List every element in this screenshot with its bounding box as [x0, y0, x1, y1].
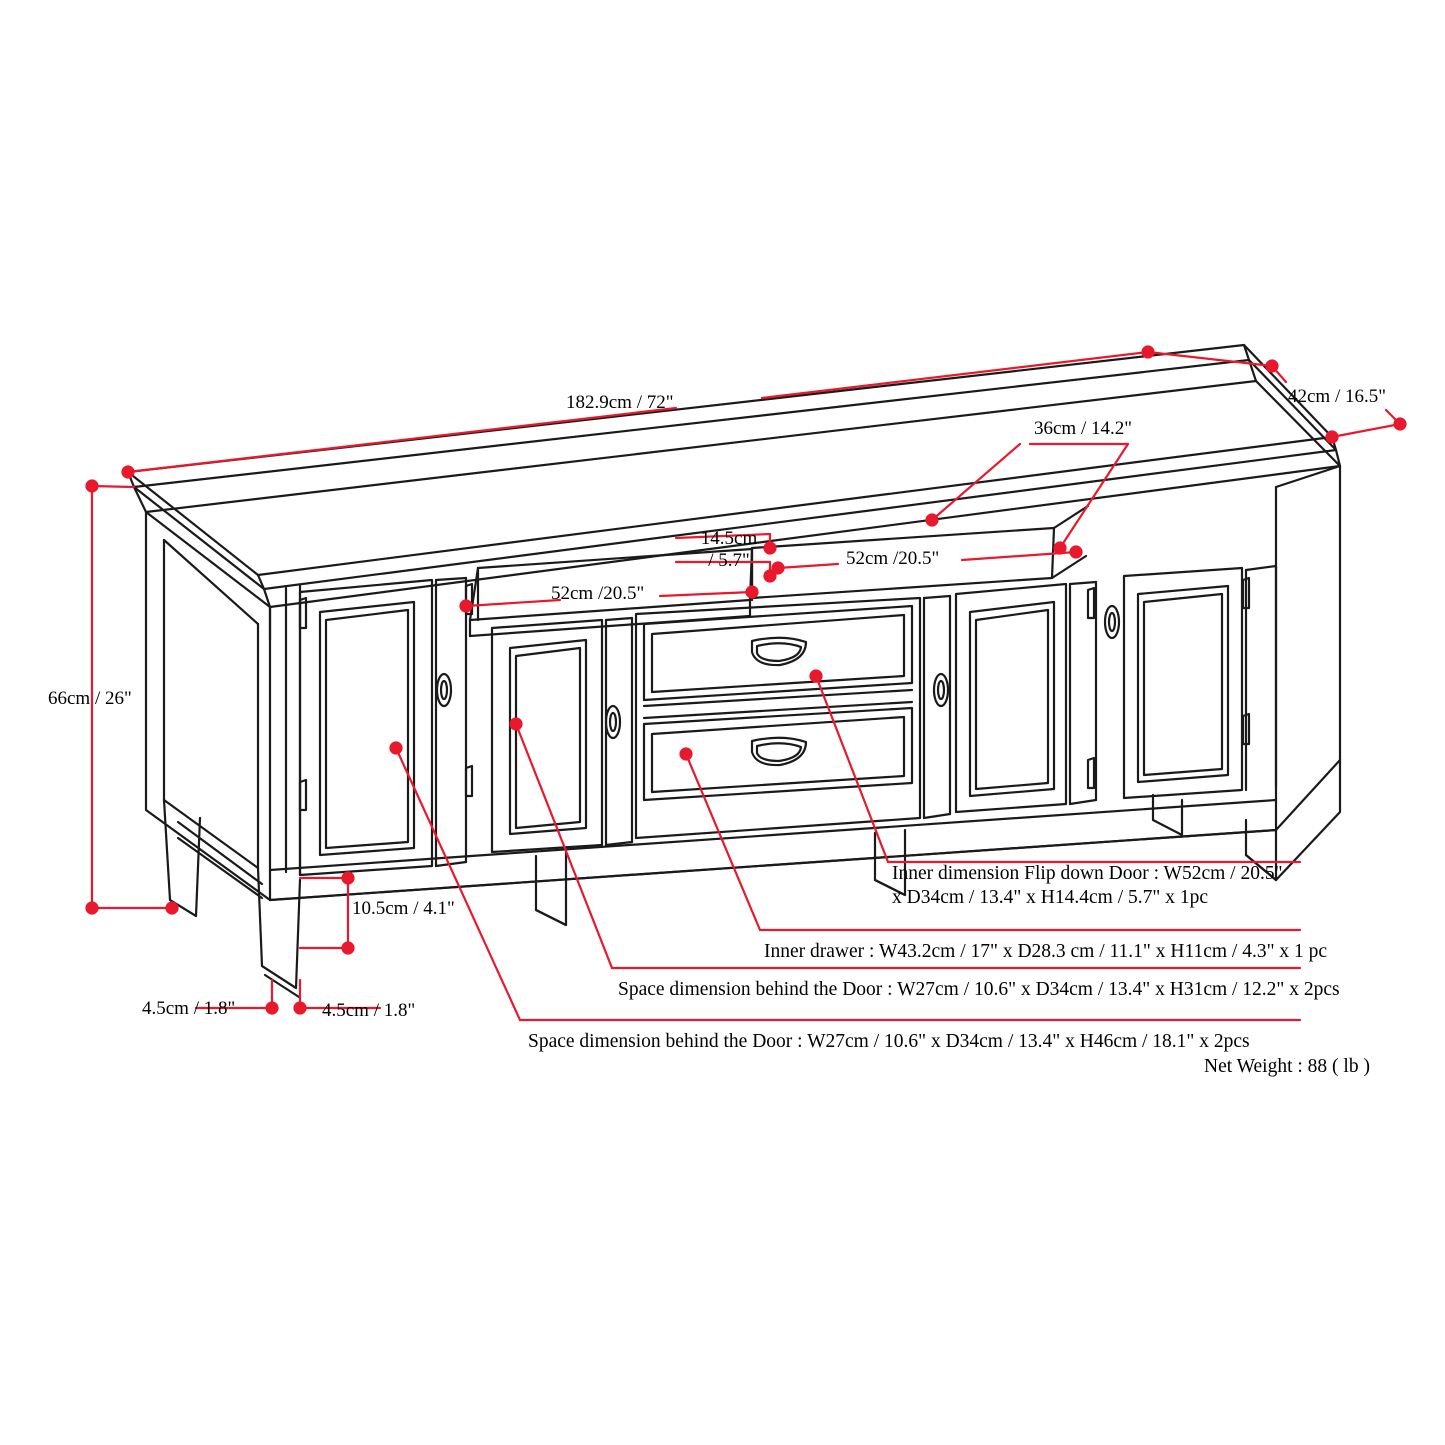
dim-width-right-leader — [762, 352, 1148, 398]
dim-label-shelf-width-left: 52cm /20.5" — [551, 583, 645, 604]
dim-label-flip-down-height-line1: 14.5cm — [700, 528, 758, 549]
handle-left-door — [437, 674, 451, 706]
dim-label-leg-height: 10.5cm / 4.1" — [352, 898, 455, 919]
dim-shelf-left-a — [466, 600, 560, 606]
leg-left-front — [258, 868, 300, 988]
callout-space-behind-door-small: Space dimension behind the Door : W27cm / 10.6" x D34cm / 13.4" x H31cm / 12.2" x 2pcs — [618, 979, 1340, 1000]
callout-drawer-leader — [686, 754, 760, 930]
left-lower-rail — [178, 822, 262, 884]
hinge-right-bottom — [1088, 758, 1094, 788]
handle-right-inner-door — [934, 674, 948, 706]
shelf-right-open — [1052, 556, 1086, 578]
callout-flip-down-door-line2: x D34cm / 13.4" x H14.4cm / 5.7" x 1pc — [892, 887, 1208, 909]
door-far-right-panel — [1138, 586, 1228, 782]
dim-label-depth-overall: 42cm / 16.5" — [1288, 386, 1386, 407]
door-right-inner-outer — [956, 584, 1066, 812]
dim-label-open-shelf-right: 36cm / 14.2" — [1034, 418, 1132, 439]
dim-label-shelf-width-right: 52cm /20.5" — [846, 548, 940, 569]
dim-label-leg-width-right: 4.5cm / 1.8" — [322, 1000, 416, 1021]
dim-label-height-overall: 66cm / 26" — [48, 688, 132, 709]
callout-inner-drawer: Inner drawer : W43.2cm / 17" x D28.3 cm / 11.1" x H11cm / 4.3" x 1 pc — [764, 941, 1328, 962]
hinge-right-top — [1088, 588, 1094, 618]
dim-label-width-overall: 182.9cm / 72" — [566, 392, 674, 413]
dim-label-leg-width-left: 4.5cm / 1.8" — [142, 998, 236, 1019]
callout-flip-down-door-line1: Inner dimension Flip down Door : W52cm / 20.5" — [892, 863, 1283, 884]
door-left-panel — [320, 602, 414, 855]
leg-right-inner — [1153, 795, 1182, 835]
net-weight-label: Net Weight : 88 ( lb ) — [1204, 1056, 1370, 1077]
right-side-bottom — [1276, 760, 1340, 830]
callout-space-behind-door-large: Space dimension behind the Door : W27cm / 10.6" x D34cm / 13.4" x H46cm / 18.1" x 2pcs — [528, 1031, 1250, 1052]
dim-flip-width-a — [778, 564, 838, 568]
flip-door-front-top — [752, 578, 1052, 598]
leg-center-left — [536, 852, 566, 925]
dim-label-flip-down-height-line2: / 5.7" — [708, 549, 750, 571]
dim-label-flip-down-height — [688, 528, 770, 572]
dim-width-left-leader — [128, 408, 676, 472]
hinge-second-bottom — [466, 766, 472, 796]
dim-depth-bottom — [1332, 424, 1400, 437]
dim-shelf-left-b — [660, 592, 752, 596]
handle-far-right-door — [1105, 606, 1119, 638]
dim-open-shelf-leader — [932, 444, 1020, 520]
callout-flip-down-door — [892, 862, 1283, 911]
leg-left-back — [164, 800, 200, 916]
door-right-inner-panel — [970, 602, 1054, 796]
handle-second-door — [606, 706, 620, 738]
door-far-right-outer — [1124, 568, 1242, 798]
bottom-apron-top — [270, 800, 1276, 870]
